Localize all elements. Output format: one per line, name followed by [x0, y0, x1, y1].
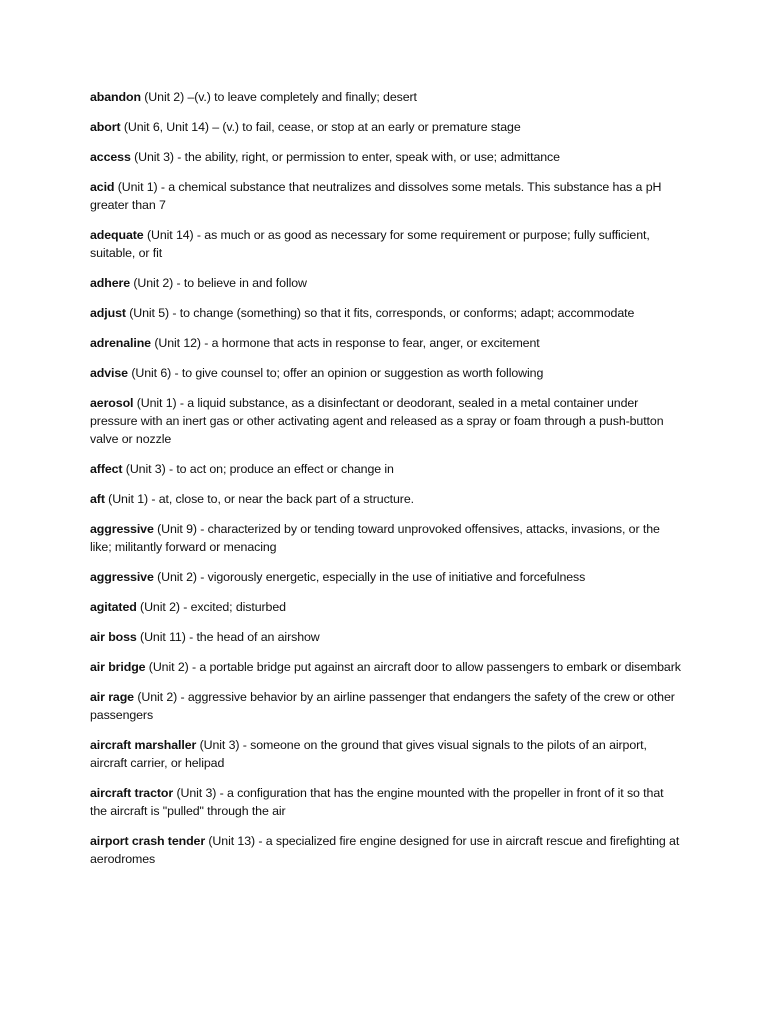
glossary-entry: [90, 226, 682, 262]
entry-definition: (Unit 6, Unit 14) – (v.) to fail, cease, or stop at an early or premature stage: [120, 120, 521, 134]
entry-term: acid: [90, 180, 115, 194]
entry-definition: (Unit 9) - characterized by or tending toward unprovoked offensives, attacks, invasions, or the like; militantly forward or menacing: [90, 522, 660, 554]
glossary-entry: [90, 784, 682, 820]
glossary-entry: [90, 598, 682, 616]
entry-term: adequate: [90, 228, 144, 242]
entry-definition: (Unit 5) - to change (something) so that it fits, corresponds, or conforms; adapt; accommodate: [125, 306, 635, 320]
glossary-entry: [90, 568, 682, 586]
entry-term: aggressive: [90, 570, 154, 584]
entry-definition: (Unit 2) - aggressive behavior by an airline passenger that endangers the safety of the crew or other passengers: [90, 690, 675, 722]
entry-term: abort: [90, 120, 121, 134]
glossary-entry: [90, 274, 682, 292]
entry-term: air rage: [90, 690, 134, 704]
glossary-entry: [90, 364, 682, 382]
glossary-entry: [90, 460, 682, 478]
glossary-entry: [90, 148, 682, 166]
entry-definition: (Unit 2) - a portable bridge put against an aircraft door to allow passengers to embark or disembark: [145, 660, 681, 674]
glossary-entry: [90, 118, 682, 136]
entry-definition: (Unit 12) - a hormone that acts in response to fear, anger, or excitement: [150, 336, 540, 350]
entry-definition: (Unit 1) - at, close to, or near the back part of a structure.: [104, 492, 414, 506]
glossary-entry: [90, 736, 682, 772]
entry-definition: (Unit 3) - someone on the ground that gives visual signals to the pilots of an airport, aircraft carrier, or helipad: [90, 738, 647, 770]
entry-term: abandon: [90, 90, 141, 104]
entry-definition: (Unit 1) - a chemical substance that neutralizes and dissolves some metals. This substance has a pH greater than 7: [90, 180, 662, 212]
entry-term: advise: [90, 366, 128, 380]
entry-term: aircraft marshaller: [90, 738, 197, 752]
glossary-entry: [90, 832, 682, 868]
entry-term: agitated: [90, 600, 137, 614]
entry-definition: (Unit 1) - a liquid substance, as a disinfectant or deodorant, sealed in a metal container under pressure with an inert gas or other activating agent and released as a spray or foam through a push-button valve or nozzle: [90, 396, 664, 446]
entry-term: airport crash tender: [90, 834, 206, 848]
entry-definition: (Unit 14) - as much or as good as necessary for some requirement or purpose; fully sufficient, suitable, or fit: [90, 228, 650, 260]
glossary-entry: [90, 490, 682, 508]
entry-term: adrenaline: [90, 336, 151, 350]
entry-term: adjust: [90, 306, 126, 320]
entry-term: aft: [90, 492, 105, 506]
glossary-entry: [90, 658, 682, 676]
glossary-entry: [90, 394, 682, 448]
entry-term: affect: [90, 462, 123, 476]
entry-term: adhere: [90, 276, 131, 290]
glossary-entry: [90, 178, 682, 214]
entry-term: air bridge: [90, 660, 146, 674]
entry-definition: (Unit 2) –(v.) to leave completely and finally; desert: [140, 90, 417, 104]
glossary-entry: [90, 628, 682, 646]
glossary-entry: [90, 520, 682, 556]
entry-definition: (Unit 13) - a specialized fire engine designed for use in aircraft rescue and firefighting at aerodromes: [90, 834, 680, 866]
entry-definition: (Unit 2) - excited; disturbed: [136, 600, 286, 614]
entry-definition: (Unit 2) - to believe in and follow: [130, 276, 307, 290]
entry-definition: (Unit 2) - vigorously energetic, especially in the use of initiative and forcefulness: [153, 570, 586, 584]
entry-term: access: [90, 150, 131, 164]
glossary-entry: [90, 688, 682, 724]
glossary-page: [90, 88, 682, 880]
entry-term: air boss: [90, 630, 137, 644]
entry-term: aircraft tractor: [90, 786, 174, 800]
entry-definition: (Unit 3) - the ability, right, or permission to enter, speak with, or use; admittance: [130, 150, 560, 164]
entry-definition: (Unit 3) - a configuration that has the engine mounted with the propeller in front of it so that the aircraft is "pulled" through the air: [90, 786, 664, 818]
glossary-entry: [90, 88, 682, 106]
glossary-entry: [90, 304, 682, 322]
entry-definition: (Unit 6) - to give counsel to; offer an opinion or suggestion as worth following: [127, 366, 544, 380]
entry-term: aggressive: [90, 522, 154, 536]
glossary-entry: [90, 334, 682, 352]
entry-term: aerosol: [90, 396, 134, 410]
entry-definition: (Unit 3) - to act on; produce an effect or change in: [122, 462, 394, 476]
entry-definition: (Unit 11) - the head of an airshow: [136, 630, 320, 644]
